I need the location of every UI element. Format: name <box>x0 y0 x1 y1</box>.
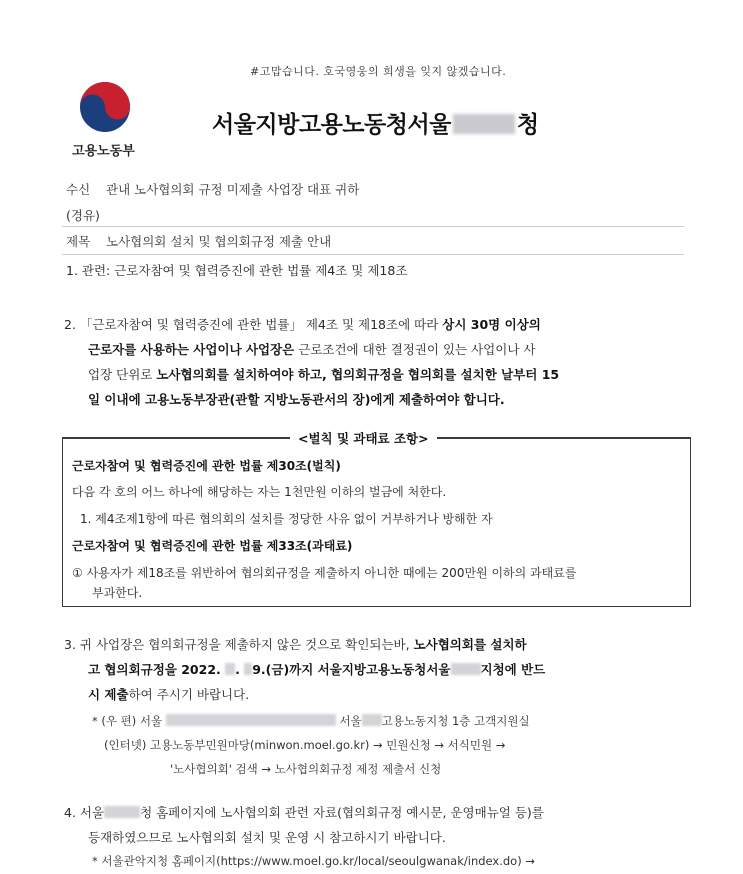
recipient-row <box>66 180 359 198</box>
law1-item: 1. 제4조제1항에 따른 협의회의 설치를 정당한 사유 없이 거부하거나 방해한 자 <box>80 512 493 526</box>
address-line: * (우 편) 서울 서울 고용노동지청 1층 고객지원실 <box>92 714 530 728</box>
homepage-link[interactable]: * 서울관악지청 홈페이지(https://www.moel.go.kr/local/seoulgwanak/index.do) → <box>92 854 535 868</box>
via: (경유) <box>66 208 100 223</box>
item-1: 1. 관련: 근로자참여 및 협력증진에 관한 법률 제4조 및 제18조 <box>66 263 408 278</box>
recipient: 관내 노사협의회 규정 미제출 사업장 대표 귀하 <box>106 182 360 197</box>
ministry-logo <box>78 80 132 134</box>
law2-text: ① 사용자가 제18조를 위반하여 협의회규정을 제출하지 아니한 때에는 200만원 이하의 과태료를 <box>72 566 577 580</box>
ministry-name: 고용노동부 <box>72 144 135 159</box>
subject-label: 제목 <box>66 234 91 249</box>
redaction <box>104 806 140 818</box>
item-3: 3. 귀 사업장은 협의회규정을 제출하지 않은 것으로 확인되는바, 노사협의회를 설치하 고 협의회규정을 2022. . 9.(금)까지 서울지방고용노동청서울 지청에 반드 시 제출하여 주시기 바랍니다. <box>64 637 546 702</box>
redaction <box>451 663 481 675</box>
agency-prefix: 서울지방고용노동청서울 <box>212 112 451 138</box>
internet-line: (인터넷) 고용노동부민원마당(minwon.moel.go.kr) → 민원신청 → 서식민원 → <box>104 738 506 752</box>
redaction <box>166 714 336 726</box>
redaction <box>225 663 235 675</box>
box-title-rule <box>62 438 290 439</box>
internet-line-cont: '노사협의회' 검색 → 노사협의회규정 제정 제출서 신청 <box>170 762 442 776</box>
subject-row <box>66 232 331 250</box>
agency-suffix: 청 <box>516 112 539 138</box>
box-title-rule <box>437 438 691 439</box>
divider <box>62 254 684 255</box>
law2-title: 근로자참여 및 협력증진에 관한 법률 제33조(과태료) <box>72 539 353 553</box>
law2-text-cont: 부과한다. <box>92 586 143 600</box>
item-4: 4. 서울 청 홈페이지에 노사협의회 관련 자료(협의회규정 예시문, 운영매뉴얼 등)를 등재하였으므로 노사협의회 설치 및 운영 시 참고하시기 바랍니다. <box>64 805 544 845</box>
penalty-box-title: <벌칙 및 과태료 조항> <box>290 429 437 447</box>
agency-title <box>212 106 539 139</box>
law1-text: 다음 각 호의 어느 하나에 해당하는 자는 1천만원 이하의 벌금에 처한다. <box>72 485 447 499</box>
redaction <box>244 663 252 675</box>
slogan: #고맙습니다. 호국영웅의 희생을 잊지 않겠습니다. <box>250 65 507 78</box>
subject: 노사협의회 설치 및 협의회규정 제출 안내 <box>106 234 332 249</box>
redaction <box>453 114 515 134</box>
circled-one: ① <box>72 566 83 580</box>
redaction <box>362 714 382 726</box>
item-2: 2. 「근로자참여 및 협력증진에 관한 법률」 제4조 및 제18조에 따라 상시 30명 이상의 근로자를 사용하는 사업이나 사업장은 근로조건에 대한 결정권이 있는 사업이나 사 업장 단위로 노사협의회를 설치하여야 하고, 협의회규정을 협의회를 설치한 날부터 15 일 이내에 고용노동부장관(관할 지방노동관서의 장)에게 제출하여야 합니다. <box>64 317 560 407</box>
recipient-label: 수신 <box>66 182 91 197</box>
law1-title: 근로자참여 및 협력증진에 관한 법률 제30조(벌칙) <box>72 459 341 473</box>
divider <box>62 226 684 227</box>
